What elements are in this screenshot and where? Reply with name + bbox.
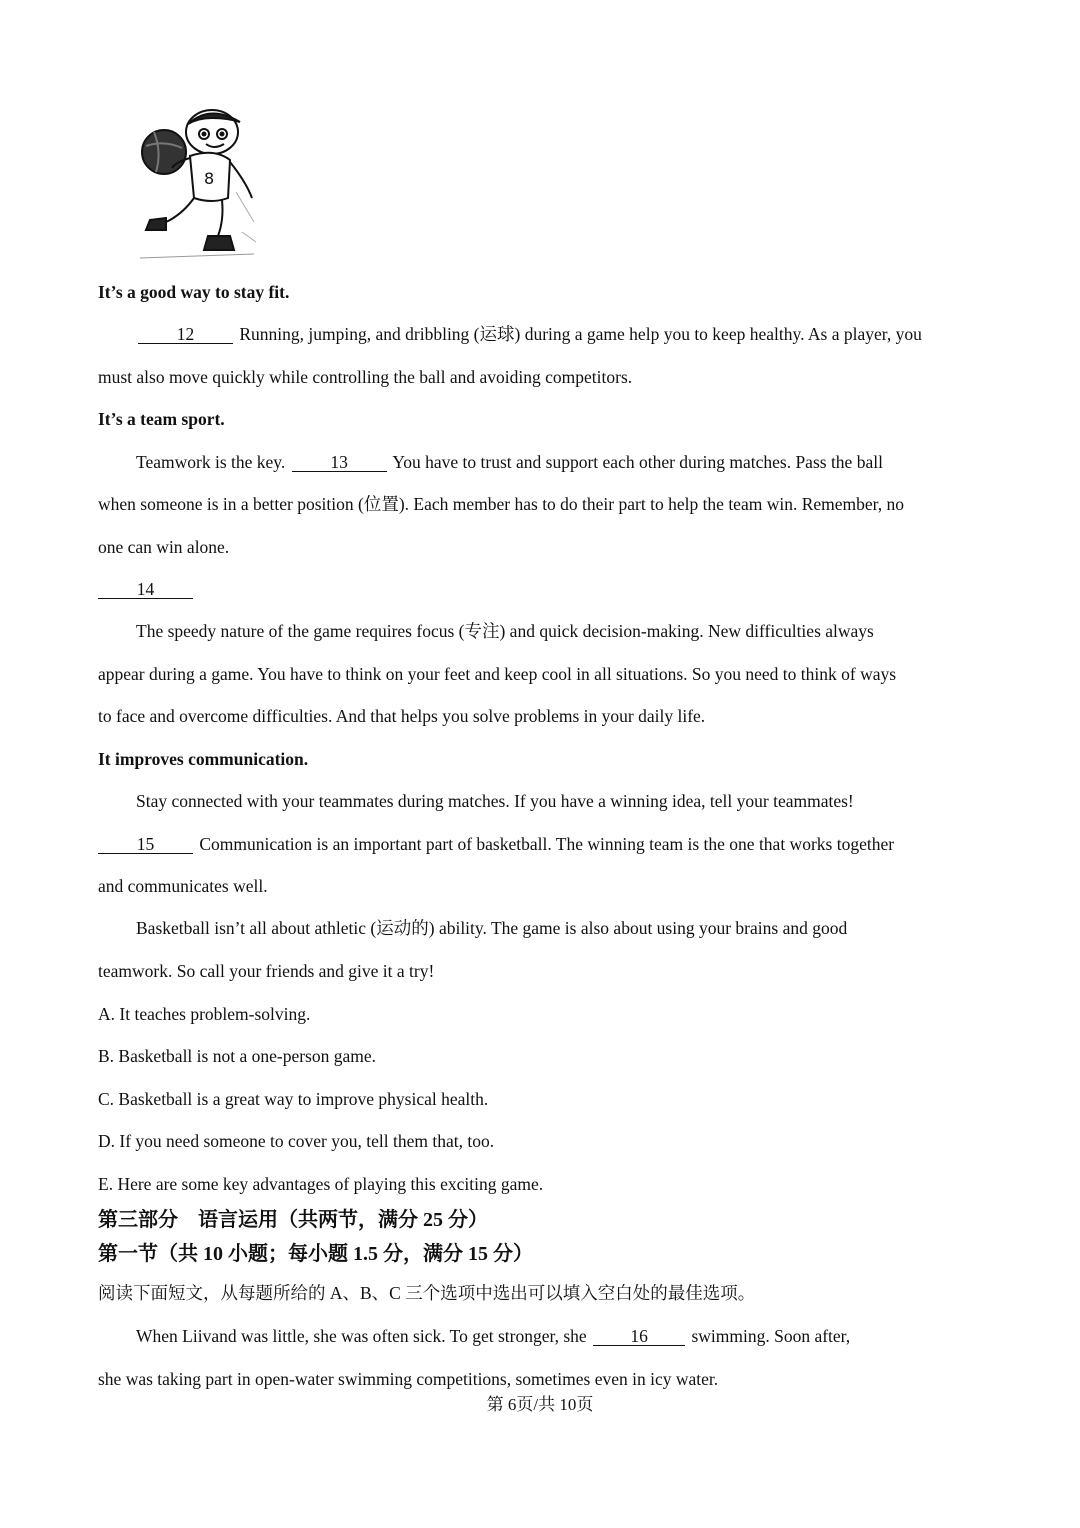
instruction: 阅读下面短文，从每题所给的 A、B、C 三个选项中选出可以填入空白处的最佳选项。 — [98, 1283, 756, 1303]
heading-stay-fit: It’s a good way to stay fit. — [98, 282, 290, 302]
paragraph-14-line-3: to face and overcome difficulties. And that helps you solve problems in your daily life. — [98, 706, 706, 726]
paragraph-end-line-1: Basketball isn’t all about athletic (运动的) ability. The game is also about using your brains and good — [136, 918, 848, 938]
blank-16: 16 — [593, 1327, 685, 1346]
option-a: A. It teaches problem-solving. — [98, 1004, 311, 1024]
paragraph-13-line-1: Teamwork is the key. 13 You have to trust and support each other during matches. Pass the ball — [136, 452, 883, 472]
paragraph-15-line-1: Stay connected with your teammates during matches. If you have a winning idea, tell your teammates! — [136, 791, 854, 811]
blank-13: 13 — [292, 453, 387, 472]
paragraph-end-line-2: teamwork. So call your friends and give it a try! — [98, 961, 435, 981]
option-d: D. If you need someone to cover you, tell them that, too. — [98, 1131, 495, 1151]
paragraph-15-line-2: 15 Communication is an important part of basketball. The winning team is the one that works together — [98, 833, 894, 855]
paragraph-16-line-1: When Liivand was little, she was often sick. To get stronger, she 16 swimming. Soon after, — [136, 1326, 851, 1346]
option-c: C. Basketball is a great way to improve physical health. — [98, 1089, 489, 1109]
basketball-player-illustration — [132, 102, 262, 270]
paragraph-12-line-1: 12 Running, jumping, and dribbling (运球) during a game help you to keep healthy. As a player, you — [136, 323, 922, 345]
option-e: E. Here are some key advantages of playing this exciting game. — [98, 1174, 544, 1194]
paragraph-15-line-3: and communicates well. — [98, 876, 268, 896]
paragraph-13-line-2: when someone is in a better position (位置). Each member has to do their part to help the team win. Remember, no — [98, 494, 905, 514]
paragraph-12-line-2: must also move quickly while controlling the ball and avoiding competitors. — [98, 367, 633, 387]
heading-communication: It improves communication. — [98, 749, 309, 769]
blank-15: 15 — [98, 835, 193, 854]
heading-team-sport: It’s a team sport. — [98, 409, 225, 429]
svg-text:8: 8 — [204, 169, 215, 188]
paragraph-13-line-3: one can win alone. — [98, 537, 230, 557]
blank-12: 12 — [138, 325, 233, 344]
paragraph-16-line-2: she was taking part in open-water swimming competitions, sometimes even in icy water. — [98, 1369, 719, 1389]
heading-14-blank — [98, 578, 195, 600]
paragraph-14-line-1: The speedy nature of the game requires focus (专注) and quick decision-making. New difficulties always — [136, 621, 874, 641]
section1-title: 第一节（共 10 小题；每小题 1.5 分，满分 15 分） — [98, 1243, 533, 1265]
blank-14: 14 — [98, 580, 193, 599]
part3-title: 第三部分 语言运用（共两节，满分 25 分） — [98, 1209, 488, 1231]
paragraph-14-line-2: appear during a game. You have to think on your feet and keep cool in all situations. So you need to think of ways — [98, 664, 897, 684]
option-b: B. Basketball is not a one-person game. — [98, 1046, 376, 1066]
page-footer: 第 6页/共 10页 — [486, 1395, 594, 1414]
